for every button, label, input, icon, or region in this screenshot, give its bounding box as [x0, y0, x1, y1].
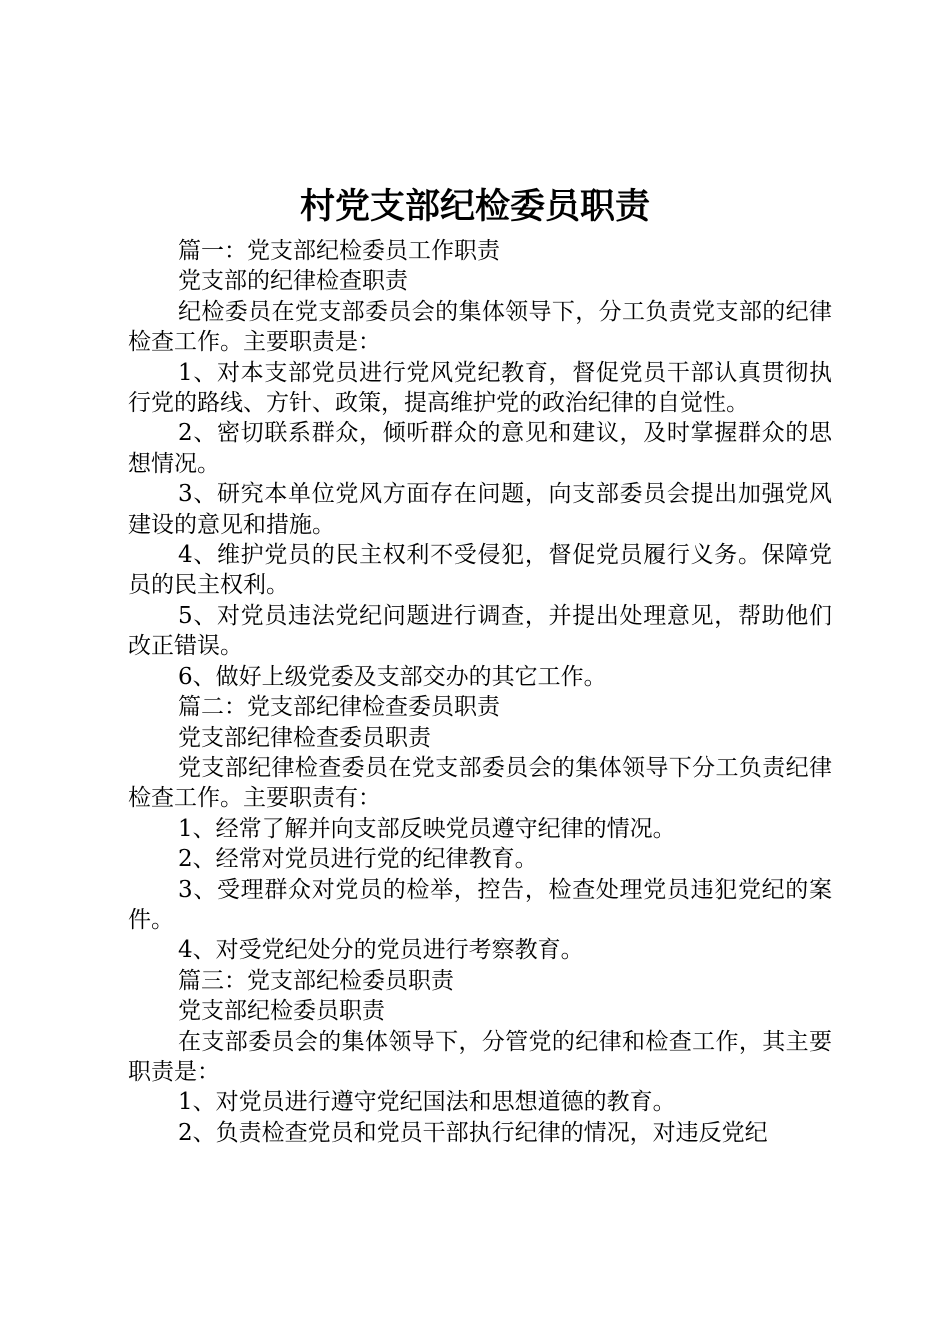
subheading: 党支部的纪律检查职责: [178, 268, 408, 295]
list-item: 1、对党员进行遵守党纪国法和思想道德的教育。: [178, 1089, 676, 1116]
list-item: 1、对本支部党员进行党风党纪教育，督促党员干部认真贯彻执行党的路线、方针、政策，提高维护党的政治纪律的自觉性。: [128, 359, 832, 417]
list-item: 3、研究本单位党风方面存在问题，向支部委员会提出加强党风建设的意见和措施。: [128, 481, 832, 538]
list-item: 1、经常了解并向支部反映党员遵守纪律的情况。: [178, 815, 676, 842]
document-body: [128, 236, 832, 1148]
section-heading: 篇三：党支部纪检委员职责: [178, 967, 454, 994]
list-item: 4、对受党纪处分的党员进行考察教育。: [178, 937, 584, 964]
paragraph: 党支部纪律检查委员在党支部委员会的集体领导下分工负责纪律检查工作。主要职责有：: [128, 754, 832, 812]
list-item: 2、密切联系群众，倾听群众的意见和建议，及时掌握群众的思想情况。: [128, 420, 832, 477]
section-heading: 篇一：党支部纪检委员工作职责: [178, 238, 500, 264]
list-item: 6、做好上级党委及支部交办的其它工作。: [178, 663, 607, 690]
list-item: 5、对党员违法党纪问题进行调查，并提出处理意见，帮助他们改正错误。: [128, 602, 832, 660]
paragraph: 纪检委员在党支部委员会的集体领导下，分工负责党支部的纪律检查工作。主要职责是：: [128, 298, 832, 356]
section-heading: 篇二：党支部纪律检查委员职责: [178, 694, 500, 721]
paragraph: 在支部委员会的集体领导下，分管党的纪律和检查工作，其主要职责是：: [128, 1028, 832, 1085]
list-item: 2、经常对党员进行党的纪律教育。: [178, 846, 538, 873]
list-item: 3、受理群众对党员的检举，控告，检查处理党员违犯党纪的案件。: [128, 876, 832, 933]
subheading: 党支部纪律检查委员职责: [178, 724, 431, 751]
list-item: 2、负责检查党员和党员干部执行纪律的情况，对违反党纪: [178, 1119, 768, 1146]
list-item: 4、维护党员的民主权利不受侵犯，督促党员履行义务。保障党员的民主权利。: [128, 542, 832, 599]
document-title: 村党支部纪检委员职责: [299, 186, 650, 227]
subheading: 党支部纪检委员职责: [178, 998, 385, 1025]
